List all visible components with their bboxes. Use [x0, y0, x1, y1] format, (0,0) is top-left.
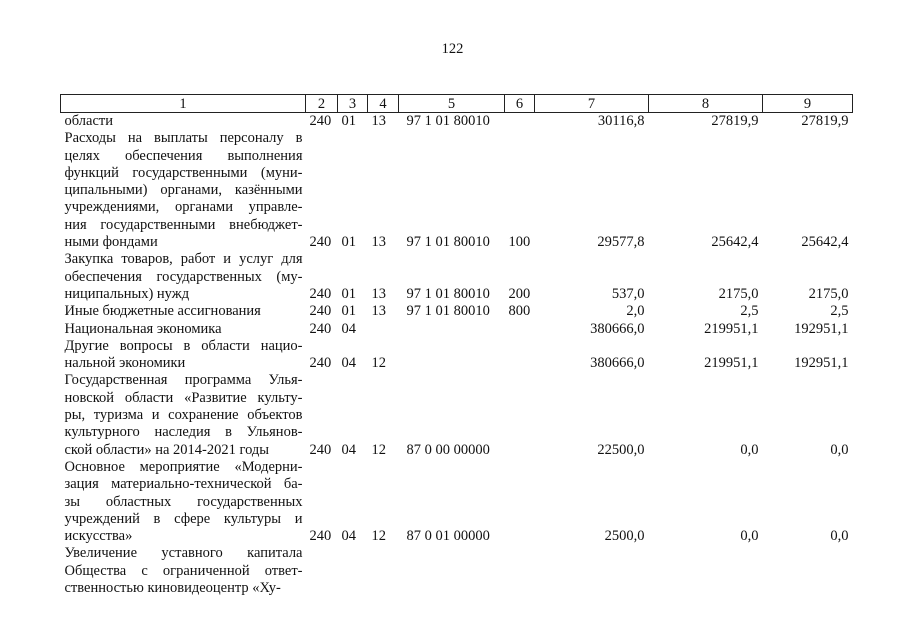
cell-amount-col8: 219951,1: [704, 355, 759, 372]
header-col-1: 1: [61, 95, 306, 113]
row-description: [61, 113, 306, 131]
cell-amount-col8: 0,0: [740, 441, 759, 458]
cell-subsection: 12: [371, 441, 386, 458]
cell-amount-col8: 0,0: [740, 528, 759, 545]
cell-section: 04: [341, 528, 356, 545]
row-description-line: нальной экономики: [64, 355, 186, 372]
cell-expense-type: [505, 321, 535, 338]
row-description-line: ниципальных) нужд: [64, 285, 190, 302]
row-description-line: Другие вопросы в области нацио-: [64, 337, 303, 354]
row-description-line: ственностью киновидеоцентр «Ху-: [64, 580, 281, 597]
header-col-3: 3: [338, 95, 368, 113]
cell-expense-type: 200: [508, 285, 531, 302]
row-description-line: ры, туризма и сохранение объектов: [64, 407, 303, 424]
cell-amount-col9: 27819,9: [801, 113, 849, 129]
cell-subsection: 13: [371, 303, 386, 320]
cell-chapter: 240: [309, 320, 332, 337]
cell-section: 04: [341, 355, 356, 372]
cell-amount-col7: 2,0: [626, 303, 645, 320]
cell-subsection: [368, 321, 399, 338]
cell-target-article: 97 1 01 80010: [406, 234, 490, 251]
table-row: [61, 545, 853, 597]
cell-amount-col8: 2175,0: [718, 285, 759, 302]
cell-chapter: 240: [309, 234, 332, 251]
cell-section: [338, 545, 368, 597]
cell-chapter: 240: [309, 303, 332, 320]
cell-amount-col7: [535, 545, 649, 597]
cell-amount-col9: 2175,0: [808, 285, 849, 302]
row-description-line: новской области «Развитие культу-: [64, 389, 303, 406]
cell-expense-type: 100: [508, 234, 531, 251]
cell-chapter: 240: [309, 355, 332, 372]
table-row: [61, 130, 853, 251]
table-row: [61, 303, 853, 320]
cell-chapter: 240: [309, 113, 332, 129]
row-description: [61, 372, 306, 458]
header-col-7: 7: [535, 95, 649, 113]
cell-expense-type: 800: [508, 303, 531, 320]
row-description-line: зы областных государственных: [64, 493, 303, 510]
header-col-8: 8: [649, 95, 763, 113]
header-col-4: 4: [368, 95, 399, 113]
cell-amount-col8: 219951,1: [704, 320, 759, 337]
header-col-9: 9: [763, 95, 853, 113]
row-description: [61, 338, 306, 373]
table-row: [61, 459, 853, 545]
header-col-5: 5: [399, 95, 505, 113]
cell-section: 01: [341, 113, 356, 129]
cell-section: 01: [341, 285, 356, 302]
cell-subsection: 12: [371, 355, 386, 372]
cell-expense-type: [505, 545, 535, 597]
cell-amount-col9: 0,0: [830, 528, 849, 545]
row-description: [61, 545, 306, 597]
table-header-row: [61, 95, 853, 113]
cell-amount-col9: 192951,1: [794, 355, 849, 372]
cell-target-article: 87 0 01 00000: [406, 528, 490, 545]
row-description: [61, 303, 306, 320]
cell-section: 04: [341, 441, 356, 458]
row-description-line: обеспечения государственных (му-: [64, 268, 303, 285]
cell-subsection: 13: [371, 285, 386, 302]
cell-section: 01: [341, 234, 356, 251]
cell-amount-col7: 2500,0: [604, 528, 645, 545]
row-description-line: Закупка товаров, работ и услуг для: [64, 251, 303, 268]
row-description: [61, 130, 306, 251]
row-description: [61, 459, 306, 545]
cell-target-article: 97 1 01 80010: [406, 113, 490, 129]
row-description-line: Иные бюджетные ассигнования: [64, 303, 261, 320]
cell-amount-col7: 380666,0: [590, 355, 645, 372]
cell-target-article: 87 0 00 00000: [406, 441, 490, 458]
cell-expense-type: [505, 459, 535, 545]
cell-amount-col9: 2,5: [830, 303, 849, 320]
cell-amount-col7: 22500,0: [597, 441, 645, 458]
table-row: [61, 372, 853, 458]
header-col-2: 2: [306, 95, 338, 113]
cell-amount-col7: 380666,0: [590, 320, 645, 337]
cell-expense-type: [505, 372, 535, 458]
cell-chapter: 240: [309, 528, 332, 545]
row-description: [61, 251, 306, 303]
row-description-line: искусства»: [64, 528, 133, 545]
cell-amount-col8: 25642,4: [711, 234, 759, 251]
header-col-6: 6: [505, 95, 535, 113]
row-description-line: ния государственными внебюджет-: [64, 216, 303, 233]
cell-target-article: [399, 338, 505, 373]
row-description-line: зация материально-технической ба-: [64, 476, 303, 493]
row-description-line: учреждениями, органами управле-: [64, 199, 303, 216]
row-description-line: функций государственными (муни-: [64, 164, 303, 181]
row-description-line: Общества с ограниченной ответ-: [64, 562, 303, 579]
row-description-line: Расходы на выплаты персоналу в: [64, 130, 303, 147]
row-description-line: учреждений в сфере культуры и: [64, 510, 303, 527]
cell-amount-col9: [763, 545, 853, 597]
cell-expense-type: [505, 113, 535, 131]
cell-amount-col8: 2,5: [740, 303, 759, 320]
row-description-line: области: [64, 113, 113, 129]
cell-section: 01: [341, 303, 356, 320]
cell-chapter: 240: [309, 285, 332, 302]
cell-target-article: 97 1 01 80010: [406, 303, 490, 320]
row-description-line: ными фондами: [64, 234, 158, 251]
table-row: [61, 113, 853, 131]
cell-chapter: 240: [309, 441, 332, 458]
cell-subsection: 12: [371, 528, 386, 545]
row-description-line: Государственная программа Улья-: [64, 372, 303, 389]
row-description-line: ской области» на 2014-2021 годы: [64, 441, 270, 458]
cell-subsection: 13: [371, 113, 386, 129]
cell-amount-col7: 29577,8: [597, 234, 645, 251]
table-row: [61, 338, 853, 373]
row-description: [61, 321, 306, 338]
cell-subsection: 13: [371, 234, 386, 251]
budget-table: [60, 94, 853, 597]
table-row: [61, 321, 853, 338]
cell-target-article: 97 1 01 80010: [406, 285, 490, 302]
cell-expense-type: [505, 338, 535, 373]
table-body: [61, 113, 853, 598]
cell-amount-col7: 30116,8: [597, 113, 645, 129]
row-description-line: культурного наследия в Ульянов-: [64, 424, 303, 441]
cell-amount-col9: 0,0: [830, 441, 849, 458]
cell-amount-col8: 27819,9: [711, 113, 759, 129]
cell-amount-col9: 192951,1: [794, 320, 849, 337]
cell-chapter: [306, 545, 338, 597]
cell-target-article: [399, 545, 505, 597]
cell-amount-col7: 537,0: [611, 285, 645, 302]
cell-amount-col9: 25642,4: [801, 234, 849, 251]
row-description-line: ципальными) органами, казёнными: [64, 182, 303, 199]
table-row: [61, 251, 853, 303]
cell-target-article: [399, 321, 505, 338]
row-description-line: Увеличение уставного капитала: [64, 545, 303, 562]
cell-subsection: [368, 545, 399, 597]
row-description-line: Основное мероприятие «Модерни-: [64, 458, 303, 475]
cell-amount-col8: [649, 545, 763, 597]
row-description-line: целях обеспечения выполнения: [64, 147, 303, 164]
row-description-line: Национальная экономика: [64, 320, 222, 337]
cell-section: 04: [341, 320, 356, 337]
page-number: 122: [441, 41, 464, 57]
